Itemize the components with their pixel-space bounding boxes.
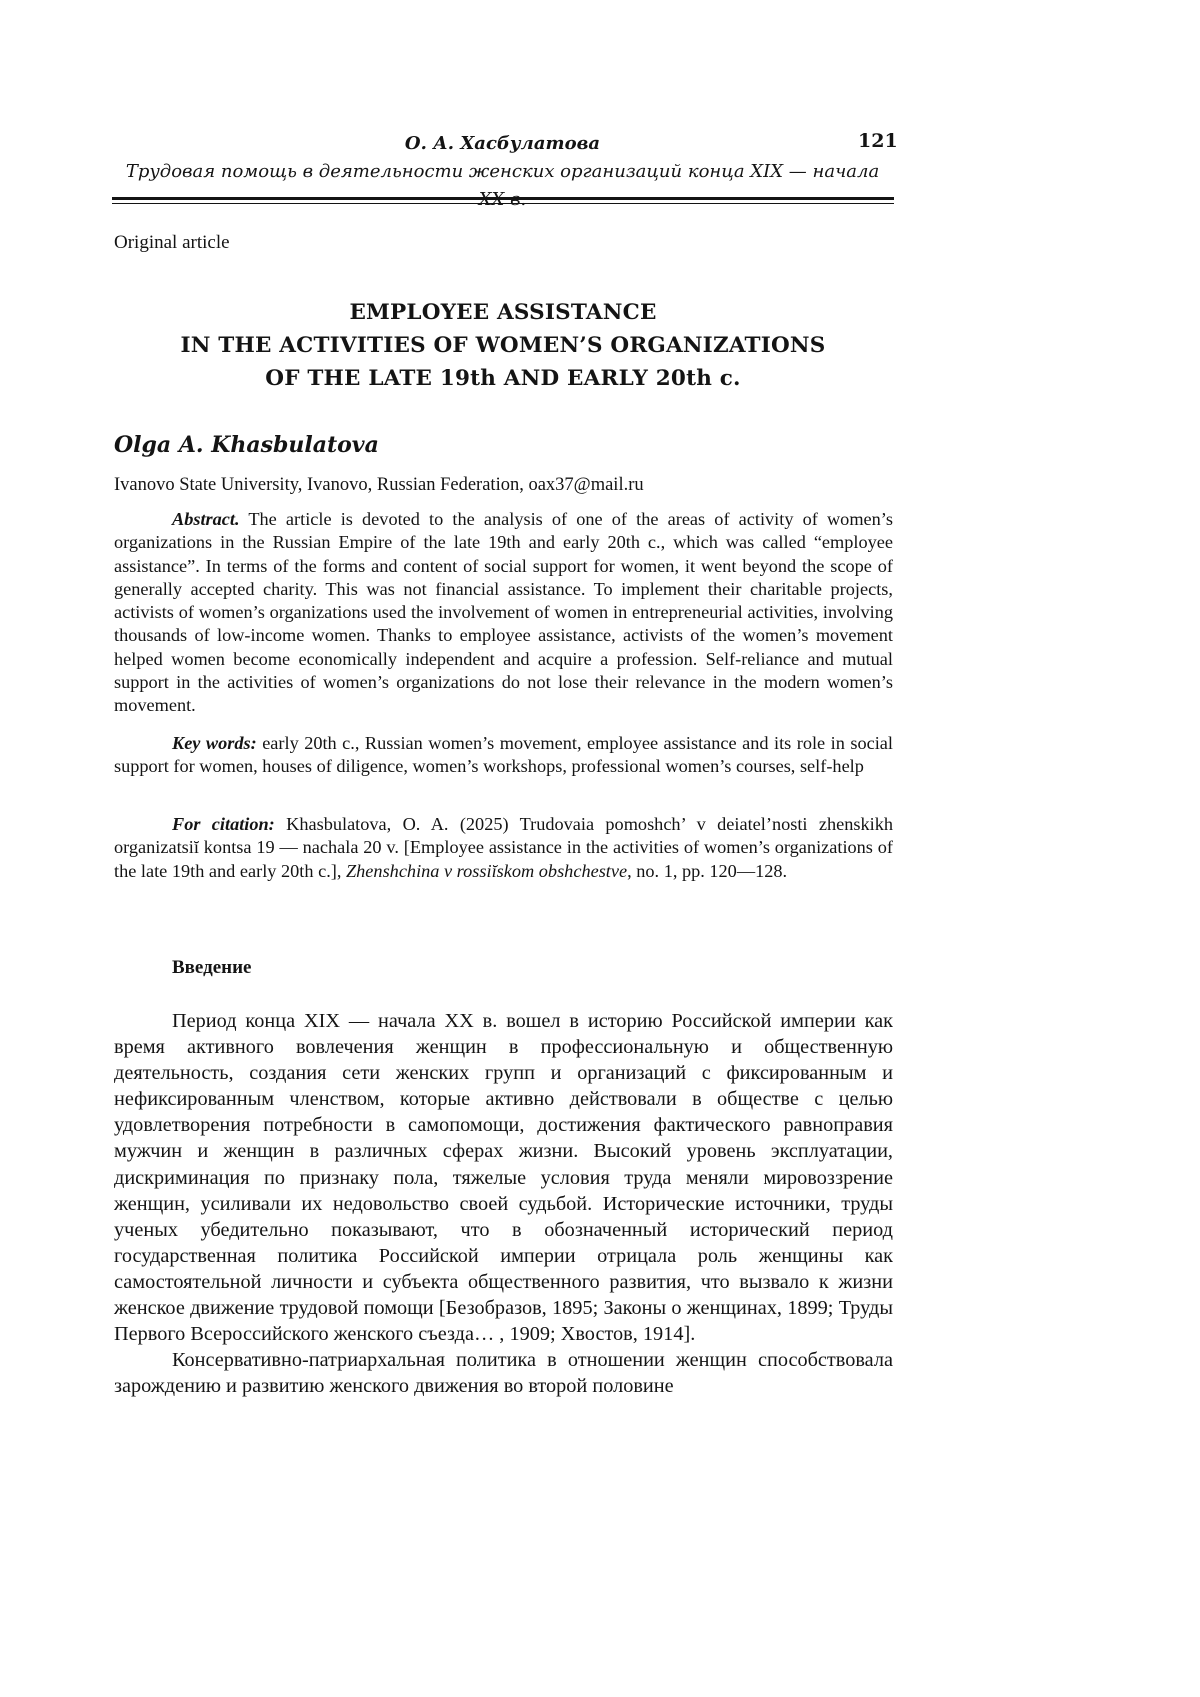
citation-journal: Zhenshchina v rossiĭskom obshchestve: [346, 860, 628, 881]
keywords-label: Key words:: [172, 733, 257, 753]
abstract-text: The article is devoted to the analysis of one of the areas of activity of women’s organizations in the Russian Empire of the late 19th and early 20th c., which was called “employee assistance”. In terms of the forms and content of social support for women, it went beyond the scope of generally accepted charity. This was not financial assistance. To implement their charitable projects, activists of women’s organizations used the involvement of women in entrepreneurial activities, involving thousands of low-income women. Thanks to employee assistance, activists of the women’s movement helped women become economically independent and acquire a profession. Self-reliance and mutual support in the activities of women’s organizations do not lose their relevance in the modern women’s movement.: [114, 509, 893, 716]
body-text: [114, 1008, 893, 1399]
header-rule-thick: [112, 197, 894, 200]
body-paragraph: Консервативно-патриархальная политика в отношении женщин способствовала зарождению и развитию женского движения во второй половине: [114, 1349, 893, 1398]
abstract-label: Abstract.: [172, 509, 240, 529]
title-line: OF THE LATE 19th AND EARLY 20th c.: [265, 366, 741, 391]
page-number: 121: [858, 130, 898, 152]
title-line: IN THE ACTIVITIES OF WOMEN’S ORGANIZATIONS: [180, 333, 826, 358]
title-line: EMPLOYEE ASSISTANCE: [349, 300, 657, 325]
running-head-author: О. А. Хасбулатова: [404, 133, 601, 154]
running-head-title: Трудовая помощь в деятельности женских организаций конца XIX — начала: [125, 161, 880, 182]
author-affiliation: Ivanovo State University, Ivanovo, Russian Federation, oax37@mail.ru: [114, 475, 644, 495]
header-rule-thin: [112, 203, 894, 204]
body-paragraph: Период конца XIX — начала XX в. вошел в историю Российской империи как время активного вовлечения женщин в профессиональную и общественную деятельность, создания сети женских групп и организаций с фиксированным и нефиксированным членством, которые активно действовали в обществе с целью удовлетворения потребности в самопомощи, достижения фактического равноправия мужчин и женщин в различных сферах жизни. Высокий уровень эксплуатации, дискриминация по признаку пола, тяжелые условия труда меняли мировоззрение женщин, усиливали их недовольство своей судьбой. Исторические источники, труды ученых убедительно показывают, что в обозначенный исторический период государственная политика Российской империи отрицала роль женщины как самостоятельной личности и субъекта общественного развития, что вызвало к жизни женское движение трудовой помощи [Безобразов, 1895; Законы о женщинах, 1899; Труды Первого Всероссийского женского съезда… , 1909; Хвостов, 1914].: [114, 1010, 893, 1346]
citation-text: Khasbulatova, O. A. (2025) Trudovaia pomoshch’ v deiatel’nosti zhenskikh organizatsiĭ kontsa 19 — nachala 20 v. [Employee assistance in the activities of women’s organizations of the late 19th and early 20th c.],: [114, 814, 893, 881]
running-head: [112, 130, 893, 214]
abstract: [114, 508, 893, 718]
keywords: [114, 732, 893, 779]
article-title: [112, 296, 894, 395]
citation-label: For citation:: [172, 814, 275, 834]
author-name: Olga A. Khasbulatova: [114, 432, 379, 458]
section-heading: Введение: [172, 957, 252, 978]
article-type: Original article: [114, 232, 230, 253]
citation-tail: , no. 1, pp. 120—128.: [627, 860, 788, 881]
citation: [114, 813, 893, 883]
keywords-text: early 20th c., Russian women’s movement, employee assistance and its role in social support for women, houses of diligence, women’s workshops, professional women’s courses, self-help: [114, 733, 893, 777]
